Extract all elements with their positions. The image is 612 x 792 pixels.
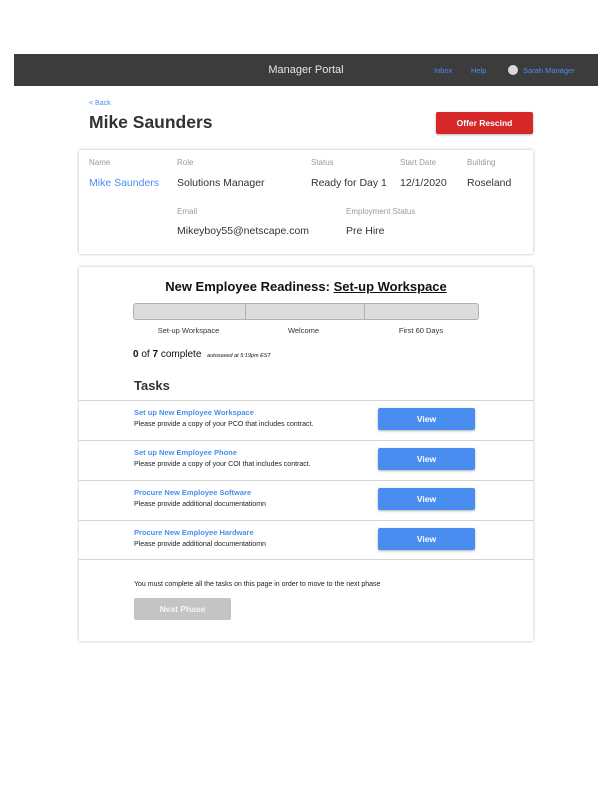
task-description: Please provide a copy of your COI that includes contract. (134, 461, 311, 468)
view-task-button[interactable]: View (378, 408, 475, 430)
user-menu-link[interactable]: Sarah Manager (523, 66, 575, 75)
readiness-title (79, 279, 533, 294)
phase-label-setup: Set-up Workspace (157, 326, 220, 335)
status-value: Ready for Day 1 (311, 177, 387, 189)
task-row (79, 480, 533, 520)
of-text: of (141, 349, 150, 360)
view-task-button[interactable]: View (378, 488, 475, 510)
user-avatar-icon[interactable] (508, 65, 518, 75)
employment-status-label: Employment Status (346, 207, 416, 216)
building-label: Building (467, 158, 496, 167)
start-date-label: Start Date (400, 158, 437, 167)
view-task-button[interactable]: View (378, 528, 475, 550)
completion-status (133, 349, 271, 360)
role-label: Role (177, 158, 194, 167)
task-row (79, 400, 533, 440)
progress-divider (245, 304, 246, 319)
employee-info-card (79, 150, 533, 254)
complete-text: complete (160, 349, 202, 360)
status-label: Status (311, 158, 334, 167)
total-count: 7 (152, 349, 159, 360)
phase-requirement-note: You must complete all the tasks on this page in order to move to the next phase (134, 581, 381, 588)
task-title-link[interactable]: Set up New Employee Workspace (134, 408, 254, 417)
readiness-title-prefix: New Employee Readiness: (165, 279, 330, 294)
email-label: Email (177, 207, 198, 216)
current-phase-link[interactable]: Set-up Workspace (333, 279, 447, 294)
name-label: Name (89, 158, 111, 167)
task-title-link[interactable]: Procure New Employee Software (134, 488, 252, 497)
phase-label-welcome: Welcome (287, 326, 320, 335)
employment-status-value: Pre Hire (346, 225, 385, 237)
inbox-link[interactable]: Inbox (434, 66, 453, 75)
phase-progress-bar (133, 303, 479, 320)
view-task-button[interactable]: View (378, 448, 475, 470)
help-link[interactable]: Help (471, 66, 487, 75)
portal-title: Manager Portal (268, 64, 344, 76)
task-title-link[interactable]: Set up New Employee Phone (134, 448, 237, 457)
task-description: Please provide a copy of your PCO that includes contract. (134, 421, 314, 428)
task-row (79, 440, 533, 480)
task-description: Please provide additional documentatiomn (134, 501, 266, 508)
task-row (79, 520, 533, 560)
next-phase-button[interactable]: Next Phase (134, 598, 231, 620)
progress-divider (364, 304, 365, 319)
page-title: Mike Saunders (89, 112, 213, 132)
email-value: Mikeyboy55@netscape.com (177, 225, 310, 237)
start-date-value: 12/1/2020 (400, 177, 447, 189)
building-value: Roseland (467, 177, 512, 189)
task-title-link[interactable]: Procure New Employee Hardware (134, 528, 254, 537)
back-link[interactable]: < Back (89, 100, 111, 107)
top-nav-bar (14, 54, 598, 86)
autosave-status: autosaved at 5:19pm EST (207, 353, 271, 359)
employee-name-link[interactable]: Mike Saunders (89, 177, 160, 189)
phase-label-first-60: First 60 Days (398, 326, 444, 335)
readiness-card (79, 267, 533, 641)
role-value: Solutions Manager (177, 177, 265, 189)
task-description: Please provide additional documentatiomn (134, 541, 266, 548)
completed-count: 0 (133, 349, 139, 360)
offer-rescind-button[interactable]: Offer Rescind (436, 112, 533, 134)
tasks-heading: Tasks (134, 378, 170, 393)
